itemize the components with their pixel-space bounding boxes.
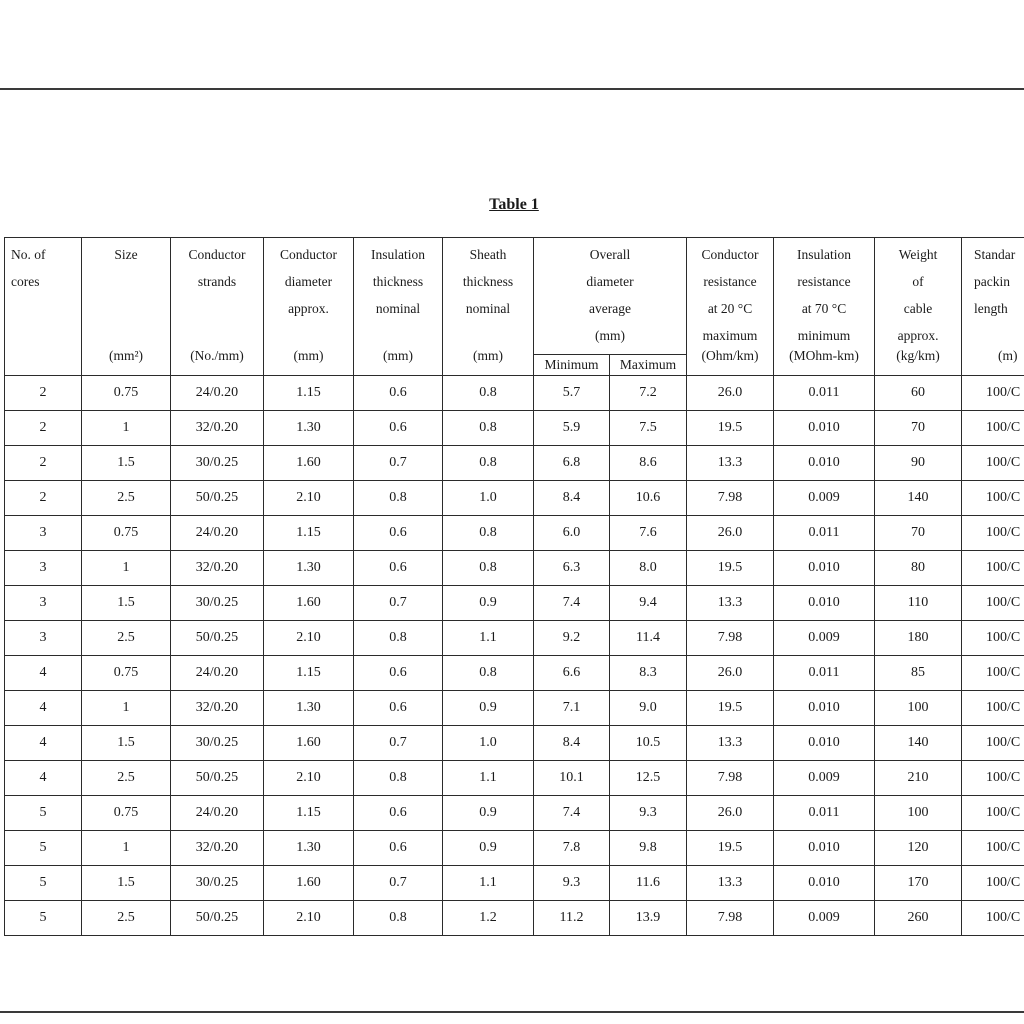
header-insulation-resistance: Insulation resistance at 70 °C minimum (MOhm-km) <box>774 238 875 376</box>
table-cell: 0.75 <box>82 796 171 831</box>
table-cell: 1.5 <box>82 446 171 481</box>
table-cell: 7.1 <box>534 691 610 726</box>
table-cell: 0.011 <box>774 516 875 551</box>
table-cell: 5.7 <box>534 376 610 411</box>
table-cell: 24/0.20 <box>171 516 264 551</box>
table-cell: 260 <box>875 901 962 936</box>
table-cell: 0.6 <box>354 691 443 726</box>
table-cell: 7.4 <box>534 586 610 621</box>
table-cell: 0.8 <box>354 901 443 936</box>
table-cell: 100/C <box>962 621 1024 656</box>
top-rule <box>0 88 1024 90</box>
table-cell: 2 <box>5 376 82 411</box>
table-cell: 11.2 <box>534 901 610 936</box>
table-cell: 210 <box>875 761 962 796</box>
table-cell: 7.98 <box>687 621 774 656</box>
header-insulation-thickness: Insulation thickness nominal (mm) <box>354 238 443 376</box>
table-row <box>5 551 1024 586</box>
table-cell: 100/C <box>962 901 1024 936</box>
table-cell: 50/0.25 <box>171 621 264 656</box>
table-cell: 4 <box>5 726 82 761</box>
header-weight: Weight of cable approx. (kg/km) <box>875 238 962 376</box>
table-cell: 0.8 <box>443 446 534 481</box>
table-cell: 0.75 <box>82 376 171 411</box>
table-cell: 6.0 <box>534 516 610 551</box>
table-cell: 50/0.25 <box>171 481 264 516</box>
table-cell: 2 <box>5 481 82 516</box>
table-cell: 0.8 <box>443 656 534 691</box>
table-cell: 3 <box>5 516 82 551</box>
table-cell: 10.5 <box>610 726 687 761</box>
table-cell: 8.3 <box>610 656 687 691</box>
header-overall-maximum: Maximum <box>610 354 687 375</box>
table-cell: 70 <box>875 516 962 551</box>
table-cell: 26.0 <box>687 656 774 691</box>
table-cell: 3 <box>5 621 82 656</box>
table-row <box>5 796 1024 831</box>
table-cell: 2.10 <box>264 761 354 796</box>
table-cell: 0.6 <box>354 551 443 586</box>
table-cell: 30/0.25 <box>171 586 264 621</box>
table-cell: 0.7 <box>354 866 443 901</box>
table-cell: 9.3 <box>610 796 687 831</box>
table-cell: 0.75 <box>82 516 171 551</box>
header-overall-minimum: Minimum <box>534 354 610 375</box>
table-cell: 9.2 <box>534 621 610 656</box>
table-cell: 80 <box>875 551 962 586</box>
table-cell: 24/0.20 <box>171 656 264 691</box>
table-row <box>5 446 1024 481</box>
table-cell: 26.0 <box>687 376 774 411</box>
table-cell: 7.98 <box>687 901 774 936</box>
table-cell: 60 <box>875 376 962 411</box>
table-cell: 19.5 <box>687 831 774 866</box>
table-cell: 4 <box>5 761 82 796</box>
table-cell: 0.6 <box>354 656 443 691</box>
table-cell: 100/C <box>962 866 1024 901</box>
table-cell: 7.4 <box>534 796 610 831</box>
table-cell: 5.9 <box>534 411 610 446</box>
table-cell: 100/C <box>962 516 1024 551</box>
table-cell: 1.1 <box>443 761 534 796</box>
table-row <box>5 726 1024 761</box>
table-cell: 100/C <box>962 586 1024 621</box>
table-cell: 0.8 <box>354 761 443 796</box>
table-cell: 100/C <box>962 411 1024 446</box>
table-cell: 0.6 <box>354 411 443 446</box>
table-cell: 100/C <box>962 551 1024 586</box>
table-cell: 0.010 <box>774 831 875 866</box>
table-cell: 9.3 <box>534 866 610 901</box>
table-cell: 1.0 <box>443 481 534 516</box>
table-cell: 140 <box>875 726 962 761</box>
table-cell: 2.5 <box>82 481 171 516</box>
table-row <box>5 621 1024 656</box>
table-cell: 19.5 <box>687 411 774 446</box>
table-cell: 50/0.25 <box>171 901 264 936</box>
header-overall-diameter: Overall diameter average (mm) <box>534 238 687 355</box>
table-cell: 1.30 <box>264 411 354 446</box>
table-cell: 2.5 <box>82 761 171 796</box>
table-cell: 100/C <box>962 726 1024 761</box>
bottom-rule <box>0 1011 1024 1013</box>
table-cell: 5 <box>5 901 82 936</box>
table-cell: 7.2 <box>610 376 687 411</box>
table-cell: 1.60 <box>264 446 354 481</box>
table-cell: 6.8 <box>534 446 610 481</box>
table-cell: 9.0 <box>610 691 687 726</box>
table-cell: 13.3 <box>687 726 774 761</box>
table-cell: 26.0 <box>687 516 774 551</box>
table-cell: 1 <box>82 831 171 866</box>
table-cell: 10.6 <box>610 481 687 516</box>
table-cell: 100/C <box>962 691 1024 726</box>
table-cell: 0.8 <box>443 551 534 586</box>
table-cell: 0.010 <box>774 866 875 901</box>
table-cell: 4 <box>5 656 82 691</box>
table-cell: 32/0.20 <box>171 831 264 866</box>
table-cell: 0.9 <box>443 831 534 866</box>
table-cell: 7.98 <box>687 761 774 796</box>
table-cell: 0.010 <box>774 446 875 481</box>
table-cell: 110 <box>875 586 962 621</box>
table-cell: 3 <box>5 551 82 586</box>
table-cell: 100/C <box>962 761 1024 796</box>
table-cell: 180 <box>875 621 962 656</box>
table-cell: 1.1 <box>443 866 534 901</box>
table-cell: 1.1 <box>443 621 534 656</box>
table-cell: 90 <box>875 446 962 481</box>
table-title: Table 1 <box>489 196 539 213</box>
table-cell: 1.15 <box>264 796 354 831</box>
table-row <box>5 516 1024 551</box>
table-cell: 13.3 <box>687 586 774 621</box>
table-cell: 26.0 <box>687 796 774 831</box>
table-cell: 0.6 <box>354 376 443 411</box>
table-cell: 11.6 <box>610 866 687 901</box>
table-body <box>5 376 1024 936</box>
table-cell: 7.8 <box>534 831 610 866</box>
table-cell: 1.15 <box>264 516 354 551</box>
table-cell: 2.10 <box>264 481 354 516</box>
table-cell: 9.4 <box>610 586 687 621</box>
table-cell: 1.30 <box>264 831 354 866</box>
header-conductor-resistance: Conductor resistance at 20 °C maximum (Ohm/km) <box>687 238 774 376</box>
table-cell: 1.60 <box>264 586 354 621</box>
table-cell: 1.60 <box>264 726 354 761</box>
table-cell: 7.5 <box>610 411 687 446</box>
table-cell: 0.009 <box>774 761 875 796</box>
table-cell: 0.010 <box>774 551 875 586</box>
table-cell: 1.15 <box>264 656 354 691</box>
table-cell: 24/0.20 <box>171 796 264 831</box>
table-cell: 1 <box>82 551 171 586</box>
table-row <box>5 831 1024 866</box>
table-cell: 70 <box>875 411 962 446</box>
table-cell: 85 <box>875 656 962 691</box>
table-cell: 0.009 <box>774 901 875 936</box>
table-cell: 19.5 <box>687 551 774 586</box>
table-cell: 0.011 <box>774 796 875 831</box>
table-cell: 6.6 <box>534 656 610 691</box>
table-cell: 0.6 <box>354 831 443 866</box>
table-cell: 8.4 <box>534 726 610 761</box>
table-cell: 0.8 <box>443 516 534 551</box>
table-cell: 100/C <box>962 481 1024 516</box>
header-size: Size (mm²) <box>82 238 171 376</box>
table-cell: 0.6 <box>354 796 443 831</box>
table-cell: 1.2 <box>443 901 534 936</box>
table-cell: 2 <box>5 446 82 481</box>
table-cell: 0.8 <box>443 376 534 411</box>
table-cell: 9.8 <box>610 831 687 866</box>
table-cell: 0.009 <box>774 481 875 516</box>
table-cell: 0.7 <box>354 726 443 761</box>
table-cell: 2.10 <box>264 621 354 656</box>
table-row <box>5 866 1024 901</box>
table-cell: 1.30 <box>264 551 354 586</box>
table-cell: 6.3 <box>534 551 610 586</box>
table-cell: 0.8 <box>443 411 534 446</box>
cable-spec-table <box>4 237 1024 936</box>
table-cell: 100/C <box>962 796 1024 831</box>
table-cell: 8.6 <box>610 446 687 481</box>
table-cell: 5 <box>5 831 82 866</box>
table-cell: 1.0 <box>443 726 534 761</box>
table-cell: 0.9 <box>443 691 534 726</box>
table-cell: 2.5 <box>82 901 171 936</box>
table-cell: 100 <box>875 691 962 726</box>
table-cell: 30/0.25 <box>171 446 264 481</box>
table-row <box>5 376 1024 411</box>
table-cell: 1.5 <box>82 726 171 761</box>
table-cell: 11.4 <box>610 621 687 656</box>
table-cell: 13.9 <box>610 901 687 936</box>
table-cell: 24/0.20 <box>171 376 264 411</box>
table-cell: 0.75 <box>82 656 171 691</box>
table-cell: 120 <box>875 831 962 866</box>
table-cell: 0.9 <box>443 796 534 831</box>
table-cell: 2.5 <box>82 621 171 656</box>
table-cell: 1 <box>82 411 171 446</box>
table-cell: 0.011 <box>774 656 875 691</box>
table-cell: 1.15 <box>264 376 354 411</box>
table-cell: 0.6 <box>354 516 443 551</box>
table-cell: 2 <box>5 411 82 446</box>
table-cell: 0.011 <box>774 376 875 411</box>
table-cell: 100 <box>875 796 962 831</box>
table-cell: 32/0.20 <box>171 691 264 726</box>
table-cell: 3 <box>5 586 82 621</box>
table-cell: 0.8 <box>354 621 443 656</box>
table-cell: 13.3 <box>687 866 774 901</box>
table-row <box>5 761 1024 796</box>
table-cell: 5 <box>5 796 82 831</box>
table-cell: 8.0 <box>610 551 687 586</box>
table-row <box>5 411 1024 446</box>
header-conductor-diameter: Conductor diameter approx. (mm) <box>264 238 354 376</box>
table-cell: 1 <box>82 691 171 726</box>
table-cell: 50/0.25 <box>171 761 264 796</box>
table-cell: 0.009 <box>774 621 875 656</box>
header-conductor-strands: Conductor strands (No./mm) <box>171 238 264 376</box>
table-cell: 8.4 <box>534 481 610 516</box>
table-cell: 12.5 <box>610 761 687 796</box>
table-cell: 19.5 <box>687 691 774 726</box>
table-cell: 32/0.20 <box>171 411 264 446</box>
table-cell: 4 <box>5 691 82 726</box>
table-cell: 170 <box>875 866 962 901</box>
table-cell: 7.6 <box>610 516 687 551</box>
table-cell: 0.010 <box>774 411 875 446</box>
table-cell: 5 <box>5 866 82 901</box>
table-cell: 0.010 <box>774 726 875 761</box>
table-cell: 2.10 <box>264 901 354 936</box>
table-cell: 30/0.25 <box>171 726 264 761</box>
table-cell: 100/C <box>962 376 1024 411</box>
table-cell: 1.30 <box>264 691 354 726</box>
table-cell: 1.5 <box>82 866 171 901</box>
header-packing-length: Standar packin length (m) <box>962 238 1024 376</box>
table-cell: 13.3 <box>687 446 774 481</box>
table-cell: 1.5 <box>82 586 171 621</box>
table-cell: 0.9 <box>443 586 534 621</box>
table-row <box>5 586 1024 621</box>
table-cell: 100/C <box>962 656 1024 691</box>
table-row <box>5 481 1024 516</box>
table-cell: 0.7 <box>354 446 443 481</box>
table-cell: 10.1 <box>534 761 610 796</box>
table-row <box>5 901 1024 936</box>
table-row <box>5 656 1024 691</box>
header-sheath-thickness: Sheath thickness nominal (mm) <box>443 238 534 376</box>
table-cell: 30/0.25 <box>171 866 264 901</box>
table-cell: 0.010 <box>774 691 875 726</box>
table-cell: 0.010 <box>774 586 875 621</box>
table-cell: 1.60 <box>264 866 354 901</box>
header-no-of-cores: No. of cores <box>5 238 82 376</box>
table-cell: 7.98 <box>687 481 774 516</box>
table-cell: 100/C <box>962 831 1024 866</box>
table-cell: 100/C <box>962 446 1024 481</box>
table-row <box>5 691 1024 726</box>
table-cell: 140 <box>875 481 962 516</box>
table-cell: 0.7 <box>354 586 443 621</box>
table-cell: 0.8 <box>354 481 443 516</box>
table-cell: 32/0.20 <box>171 551 264 586</box>
